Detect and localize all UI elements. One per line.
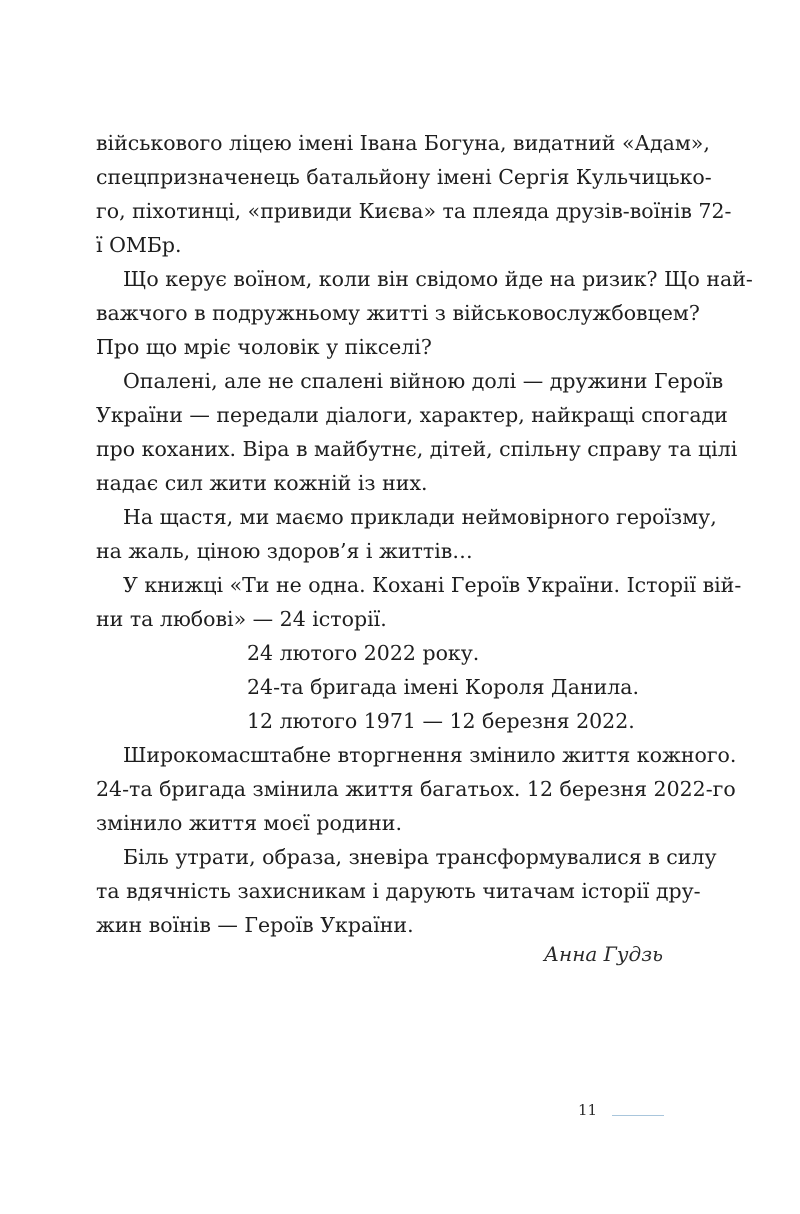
page-number: 11: [578, 1101, 598, 1119]
text-line: важчого в подружньому житті з військовослужбовцем?: [96, 301, 700, 325]
text-line: Біль утрати, образа, зневіра трансформувалися в силу: [123, 845, 717, 869]
text-line: го, піхотинці, «привиди Києва» та плеяда друзів-воїнів 72-: [96, 199, 732, 223]
dedication-line: 24-та бригада імені Короля Данила.: [247, 675, 640, 699]
text-line: ї ОМБр.: [96, 233, 182, 257]
author-signature: Анна Гудзь: [543, 942, 663, 966]
text-line: ни та любові» — 24 історії.: [96, 607, 387, 631]
text-line: Широкомасштабне вторгнення змінило життя кожного.: [123, 743, 737, 767]
text-line: Про що мріє чоловік у пікселі?: [96, 335, 432, 359]
text-line: та вдячність захисникам і дарують читачам історії дру-: [96, 879, 701, 903]
text-line: Опалені, але не спалені війною долі — дружини Героїв: [123, 369, 724, 393]
text-line: На щастя, ми маємо приклади неймовірного героїзму,: [123, 505, 717, 529]
text-line: про коханих. Віра в майбутнє, дітей, спільну справу та цілі: [96, 437, 738, 461]
text-line: на жаль, ціною здоров’я і життів…: [96, 539, 473, 563]
dedication-line: 24 лютого 2022 року.: [247, 641, 480, 665]
text-line: жин воїнів — Героїв України.: [96, 913, 414, 937]
dedication-line: 12 лютого 1971 — 12 березня 2022.: [247, 709, 635, 733]
text-line: спецпризначенець батальйону імені Сергія Кульчицько-: [96, 165, 712, 189]
text-line: Що керує воїном, коли він свідомо йде на ризик? Що най-: [123, 267, 753, 291]
text-line: 24-та бригада змінила життя багатьох. 12 березня 2022-го: [96, 777, 736, 801]
body-text: [96, 126, 753, 942]
text-line: надає сил жити кожній із них.: [96, 471, 428, 495]
text-line: України — передали діалоги, характер, найкращі спогади: [96, 403, 728, 427]
text-line: змінило життя моєї родини.: [96, 811, 402, 835]
page-number-rule: [612, 1115, 664, 1116]
text-line: У книжці «Ти не одна. Кохані Героїв України. Історії вій-: [123, 573, 742, 597]
text-line: військового ліцею імені Івана Богуна, видатний «Адам»,: [96, 131, 710, 155]
